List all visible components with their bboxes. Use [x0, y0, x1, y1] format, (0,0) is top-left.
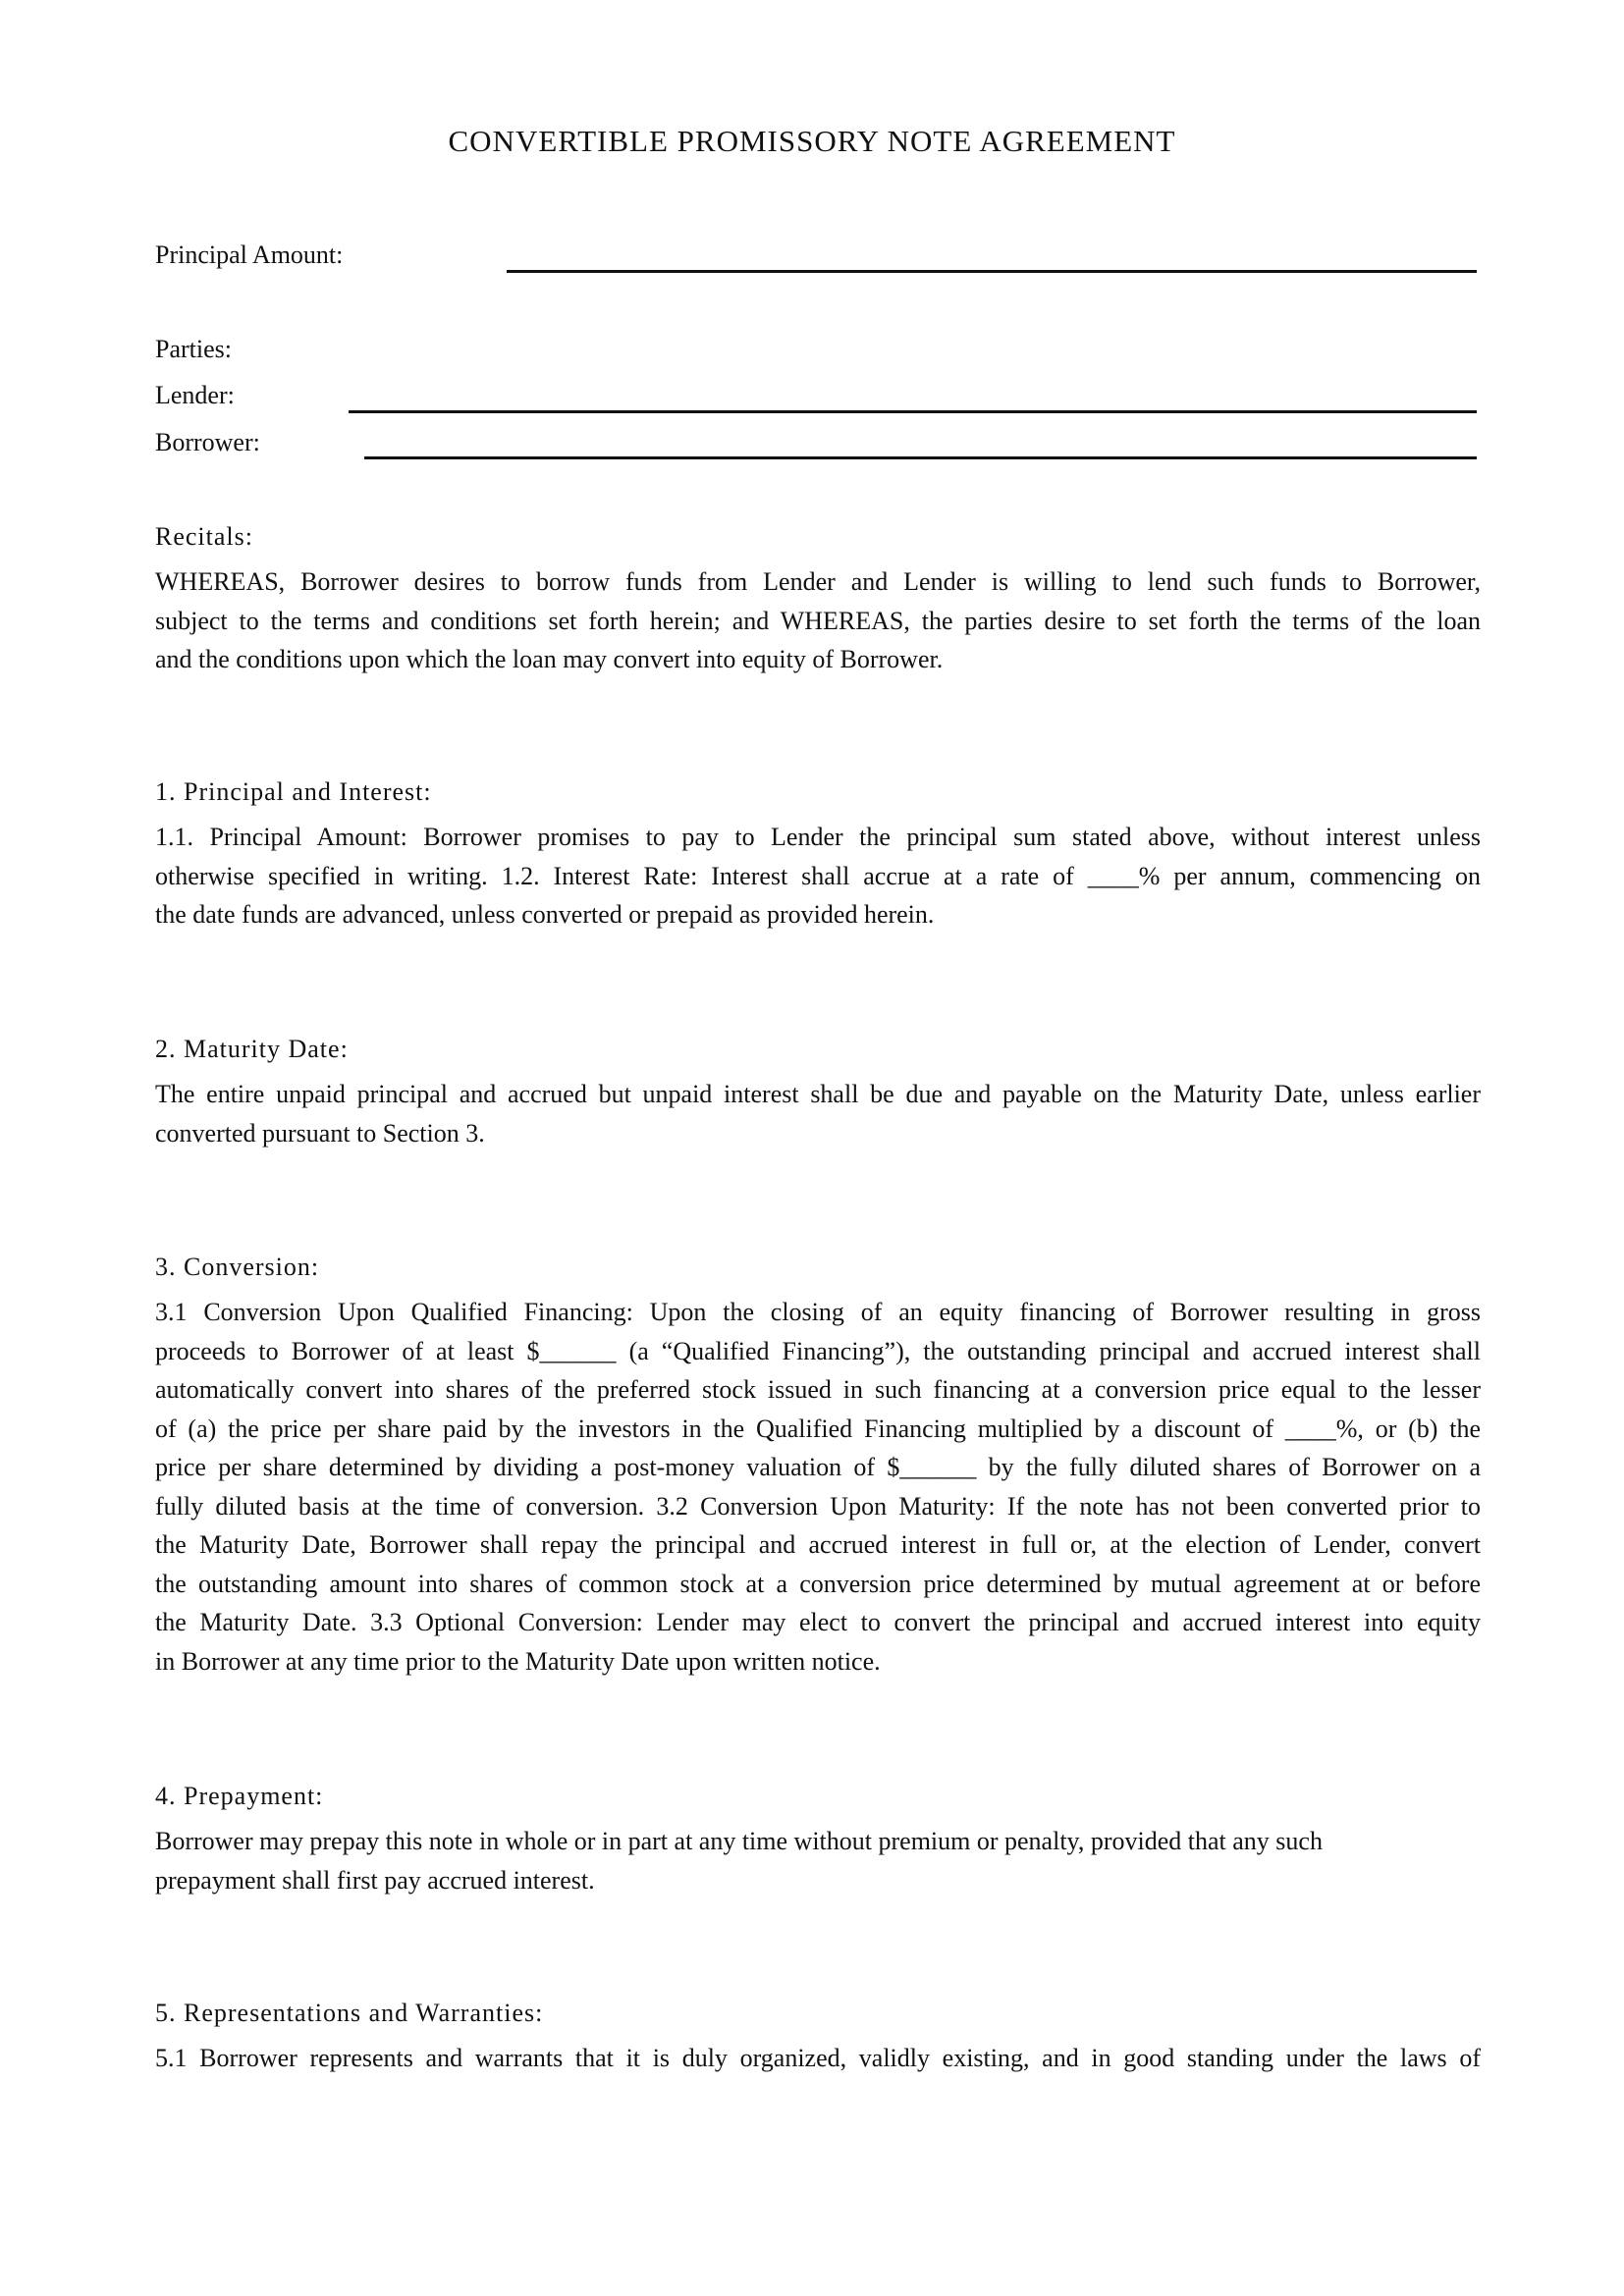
parties-label: Parties:	[155, 335, 232, 363]
section-3-paragraph	[155, 1293, 1481, 1681]
paragraph-line: the Maturity Date. 3.3 Optional Conversion: Lender may elect to convert the principal and accrued interest into equity	[155, 1608, 1481, 1636]
section-5-heading: 5. Representations and Warranties:	[155, 1999, 544, 2027]
paragraph-line: 3.1 Conversion Upon Qualified Financing: Upon the closing of an equity financing of Borrower resulting in gross	[155, 1298, 1481, 1326]
borrower-blank-line	[364, 456, 1477, 459]
section-3-heading: 3. Conversion:	[155, 1253, 320, 1281]
paragraph-line: in Borrower at any time prior to the Maturity Date upon written notice.	[155, 1646, 881, 1676]
lender-blank-line	[349, 410, 1477, 413]
paragraph-line: the date funds are advanced, unless converted or prepaid as provided herein.	[155, 900, 935, 929]
paragraph-line: converted pursuant to Section 3.	[155, 1118, 485, 1148]
paragraph-line: automatically convert into shares of the preferred stock issued in such financing at a conversion price equal to the lesser	[155, 1375, 1481, 1404]
paragraph-line: the outstanding amount into shares of common stock at a conversion price determined by mutual agreement at or before	[155, 1569, 1481, 1598]
paragraph-line: fully diluted basis at the time of conversion. 3.2 Conversion Upon Maturity: If the note has not been converted prior to	[155, 1491, 1481, 1521]
borrower-label: Borrower:	[155, 428, 260, 456]
paragraph-line: 1.1. Principal Amount: Borrower promises to pay to Lender the principal sum stated above, without interest unless	[155, 823, 1481, 851]
paragraph-line: proceeds to Borrower of at least $______ (a “Qualified Financing”), the outstanding principal and accrued interest shall	[155, 1336, 1481, 1365]
document-title: CONVERTIBLE PROMISSORY NOTE AGREEMENT	[448, 124, 1176, 158]
section-2-heading: 2. Maturity Date:	[155, 1035, 349, 1063]
section-4-heading: 4. Prepayment:	[155, 1782, 324, 1810]
section-5-paragraph	[155, 2039, 1481, 2078]
principal-amount-blank-line	[507, 270, 1477, 273]
paragraph-line: WHEREAS, Borrower desires to borrow funds from Lender and Lender is willing to lend such funds to Borrower,	[155, 567, 1481, 596]
paragraph-line: Borrower may prepay this note in whole or in part at any time without premium or penalty, provided that any such	[155, 1827, 1323, 1855]
paragraph-line: 5.1 Borrower represents and warrants that it is duly organized, validly existing, and in good standing under the laws of	[155, 2044, 1481, 2072]
lender-label: Lender:	[155, 381, 235, 409]
recitals-heading: Recitals:	[155, 522, 253, 551]
paragraph-line: subject to the terms and conditions set forth herein; and WHEREAS, the parties desire to set forth the terms of the loan	[155, 606, 1481, 635]
paragraph-line: price per share determined by dividing a post-money valuation of $______ by the fully diluted shares of Borrower on a	[155, 1453, 1481, 1481]
paragraph-line: otherwise specified in writing. 1.2. Interest Rate: Interest shall accrue at a rate of ____% per annum, commencing on	[155, 861, 1481, 890]
section-2-paragraph	[155, 1075, 1481, 1152]
section-1-heading: 1. Principal and Interest:	[155, 777, 432, 806]
paragraph-line: of (a) the price per share paid by the investors in the Qualified Financing multiplied by a discount of ____%, or (b) the	[155, 1414, 1481, 1443]
recitals-paragraph	[155, 562, 1481, 679]
paragraph-line: prepayment shall first pay accrued interest.	[155, 1865, 595, 1895]
section-1-paragraph	[155, 818, 1481, 934]
paragraph-line: The entire unpaid principal and accrued but unpaid interest shall be due and payable on the Maturity Date, unless earlier	[155, 1080, 1481, 1108]
paragraph-line: the Maturity Date, Borrower shall repay the principal and accrued interest in full or, at the election of Lender, convert	[155, 1530, 1481, 1559]
paragraph-line: and the conditions upon which the loan may convert into equity of Borrower.	[155, 645, 944, 673]
principal-amount-label: Principal Amount:	[155, 240, 344, 269]
section-4-paragraph	[155, 1822, 1481, 1899]
